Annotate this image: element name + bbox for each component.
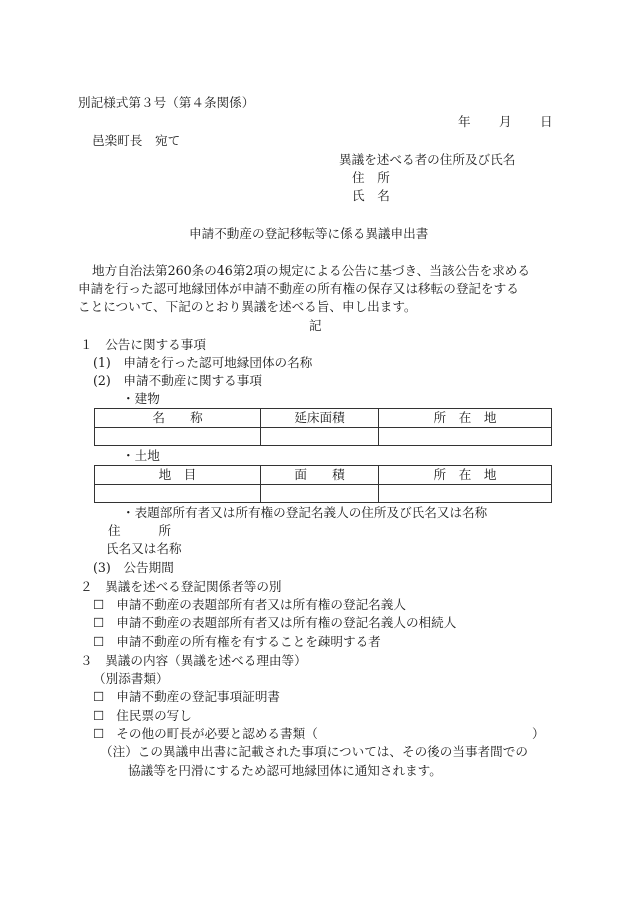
date-year-label: 年	[458, 114, 471, 129]
attachment-3[interactable]	[93, 726, 318, 742]
attachment-label: 申請不動産の登記事項証明書	[116, 689, 281, 704]
ki-marker: 記	[309, 318, 322, 333]
attachments-label: （別添書類）	[93, 671, 169, 686]
section1-item1: (1) 申請を行った認可地縁団体の名称	[93, 355, 313, 370]
checkbox-icon[interactable]: ☐	[93, 597, 105, 612]
section2-option-3[interactable]	[93, 634, 381, 650]
objector-address-label: 住 所	[352, 170, 390, 185]
owner-address-label: 住 所	[108, 523, 171, 538]
land-area-cell[interactable]	[261, 484, 379, 503]
table-header-row	[95, 466, 552, 485]
checkbox-icon[interactable]: ☐	[93, 708, 105, 723]
option-label: 申請不動産の表題部所有者又は所有権の登記名義人	[116, 597, 406, 612]
section1-item2: (2) 申請不動産に関する事項	[93, 373, 262, 388]
attachment-label: 住民票の写し	[116, 708, 192, 723]
body-line-3: ことについて、下記のとおり異議を述べる旨、申し出ます。	[78, 299, 417, 314]
option-label: 申請不動産の所有権を有することを疎明する者	[116, 634, 381, 649]
land-label: ・土地	[122, 448, 160, 463]
section2-option-2[interactable]	[93, 615, 456, 631]
land-category-cell[interactable]	[95, 484, 261, 503]
building-label: ・建物	[122, 391, 160, 406]
building-name-cell[interactable]	[95, 427, 261, 446]
body-line-1: 地方自治法第260条の46第2項の規定による公告に基づき、当該公告を求める	[92, 263, 530, 278]
checkbox-icon[interactable]: ☐	[93, 726, 105, 741]
building-location-header: 所 在 地	[379, 409, 552, 428]
owner-note: ・表題部所有者又は所有権の登記名義人の住所及び氏名又は名称	[122, 505, 488, 520]
checkbox-icon[interactable]: ☐	[93, 689, 105, 704]
attachment-1[interactable]	[93, 689, 280, 705]
addressee: 邑楽町長 宛て	[92, 133, 181, 148]
land-area-header: 面 積	[261, 466, 379, 485]
note-line-1: （注）この異議申出書に記載された事項については、その後の当事者間での	[100, 744, 528, 759]
building-area-header: 延床面積	[261, 409, 379, 428]
attachment-close-paren: ）	[532, 726, 545, 741]
section2-option-1[interactable]	[93, 597, 406, 613]
land-table	[94, 465, 552, 503]
form-number: 別記様式第３号（第４条関係）	[78, 95, 255, 110]
objector-heading: 異議を述べる者の住所及び氏名	[339, 152, 516, 167]
table-header-row	[95, 409, 552, 428]
section1-heading: １ 公告に関する事項	[80, 337, 206, 352]
table-row	[95, 484, 552, 503]
date-month-label: 月	[499, 114, 512, 129]
building-area-cell[interactable]	[261, 427, 379, 446]
section2-heading: ２ 異議を述べる登記関係者等の別	[80, 579, 282, 594]
land-category-header: 地 目	[95, 466, 261, 485]
land-location-cell[interactable]	[379, 484, 552, 503]
table-row	[95, 427, 552, 446]
land-location-header: 所 在 地	[379, 466, 552, 485]
checkbox-icon[interactable]: ☐	[93, 634, 105, 649]
building-location-cell[interactable]	[379, 427, 552, 446]
note-line-2: 協議等を円滑にするため認可地縁団体に通知されます。	[128, 763, 442, 778]
section3-heading: ３ 異議の内容（異議を述べる理由等）	[80, 653, 307, 668]
building-table	[94, 408, 552, 446]
section1-item3: (3) 公告期間	[93, 560, 174, 575]
owner-name-label: 氏名又は名称	[106, 541, 182, 556]
document-title: 申請不動産の登記移転等に係る異議申出書	[189, 226, 429, 241]
option-label: 申請不動産の表題部所有者又は所有権の登記名義人の相続人	[116, 615, 457, 630]
objector-name-label: 氏 名	[352, 188, 390, 203]
attachment-label: その他の町長が必要と認める書類（	[116, 726, 318, 741]
building-name-header: 名 称	[95, 409, 261, 428]
date-day-label: 日	[540, 114, 553, 129]
attachment-2[interactable]	[93, 708, 192, 724]
checkbox-icon[interactable]: ☐	[93, 615, 105, 630]
body-line-2: 申請を行った認可地縁団体が申請不動産の所有権の保存又は移転の登記をする	[78, 281, 519, 296]
